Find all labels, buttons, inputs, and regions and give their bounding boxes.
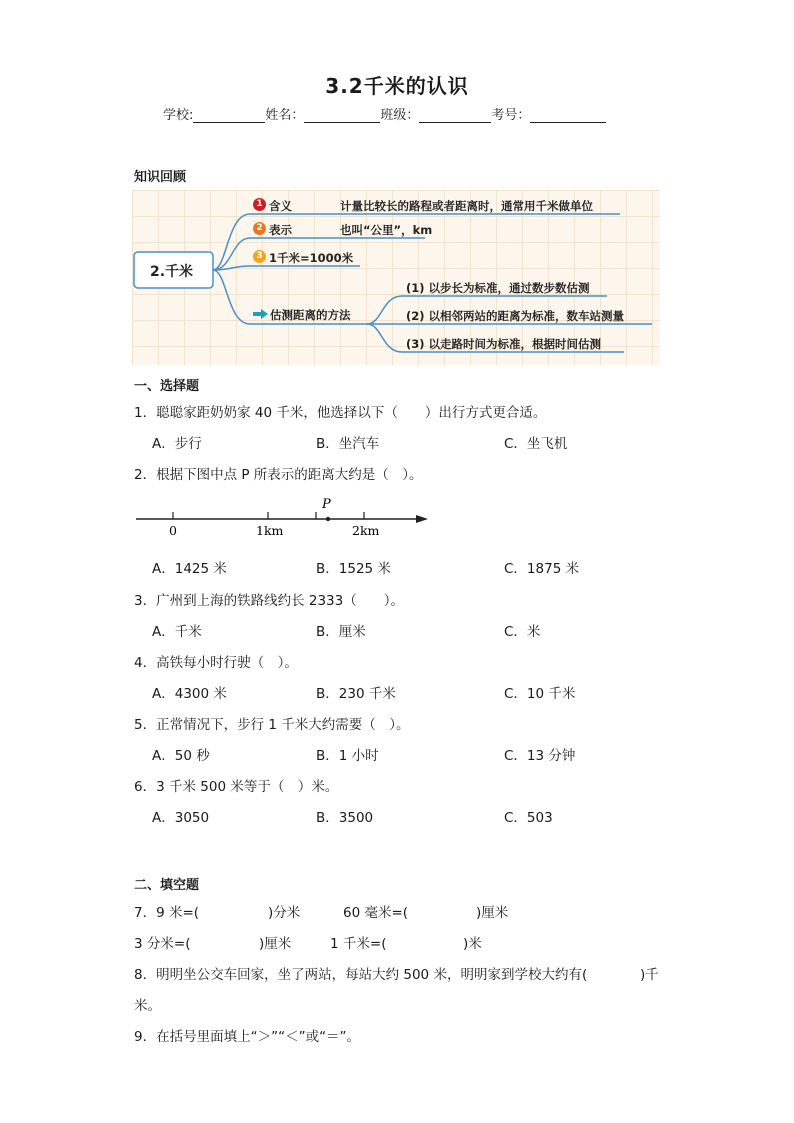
root-label: 2.千米 [150, 264, 194, 280]
mind-map [132, 190, 660, 365]
q4-option-c[interactable]: C．10 千米 [504, 686, 576, 702]
q4-option-a[interactable]: A．4300 米 [152, 686, 227, 702]
q8-line-1b: )千 [640, 967, 659, 983]
branch-1-label: 含义 [269, 199, 292, 213]
review-heading: 知识回顾 [134, 170, 187, 185]
q7-part-2d: )米 [463, 936, 482, 952]
name-label: 姓名： [265, 108, 305, 123]
q2-option-b[interactable]: B．1525 米 [316, 561, 391, 577]
question-2: 2．根据下图中点 P 所表示的距离大约是（ ）。 [134, 467, 423, 483]
branch-3-label: 1千米=1000米 [269, 251, 354, 265]
q7-part-2b: )厘米 [259, 936, 292, 952]
question-9: 9．在括号里面填上“＞”“＜”或“＝”。 [134, 1029, 361, 1045]
q5-option-c[interactable]: C．13 分钟 [504, 748, 576, 764]
q8-line-1a: 8．明明坐公交车回家，坐了两站，每站大约 500 米，明明家到学校大约有( [134, 967, 588, 983]
method-3: (3) 以走路时间为标准，根据时间估测 [406, 337, 602, 351]
section-fill-heading: 二、填空题 [134, 878, 200, 893]
branch-line-4 [213, 270, 250, 324]
section-choice-heading: 一、选择题 [134, 379, 200, 394]
exam-no-blank[interactable] [530, 108, 606, 123]
q7-part-1c: 60 毫米=( [343, 905, 409, 921]
point-p-label: P [322, 497, 331, 512]
branch-2-text: 也叫“公里”，km [340, 223, 433, 237]
q6-option-c[interactable]: C．503 [504, 810, 553, 826]
class-blank[interactable] [419, 108, 491, 123]
branch-1-text: 计量比较长的路程或者距离时，通常用千米做单位 [340, 199, 593, 213]
sub-line-1 [367, 296, 402, 324]
question-3: 3．广州到上海的铁路线约长 2333（ ）。 [134, 593, 404, 609]
q5-option-b[interactable]: B．1 小时 [316, 748, 379, 764]
point-p [326, 517, 330, 521]
q7-part-2a: 3 分米=( [134, 936, 191, 952]
q7-part-1a: 7．9 米=( [134, 905, 200, 921]
q4-option-b[interactable]: B．230 千米 [316, 686, 396, 702]
q8-line-2: 米。 [134, 998, 161, 1014]
tick-label-1km: 1km [256, 523, 284, 538]
q3-option-a[interactable]: A．千米 [152, 624, 202, 640]
question-4: 4．高铁每小时行驶（ ）。 [134, 655, 298, 671]
q3-option-c[interactable]: C．米 [504, 624, 541, 640]
q1-option-b[interactable]: B．坐汽车 [316, 436, 380, 452]
q5-option-a[interactable]: A．50 秒 [152, 748, 210, 764]
number-1-icon: 1 [253, 198, 266, 211]
student-info-line [163, 104, 606, 123]
q7-part-1d: )厘米 [476, 905, 509, 921]
question-6: 6．3 千米 500 米等于（ ）米。 [134, 779, 339, 795]
number-line [134, 492, 434, 542]
q2-option-a[interactable]: A．1425 米 [152, 561, 227, 577]
page-title: 3.2千米的认识 [325, 74, 469, 98]
branch-4-label: 估测距离的方法 [270, 308, 351, 322]
number-line-arrow [416, 515, 428, 523]
question-5: 5．正常情况下，步行 1 千米大约需要（ ）。 [134, 717, 410, 733]
arrow-icon [253, 309, 268, 319]
number-2-icon: 2 [253, 222, 266, 235]
number-3-icon: 3 [253, 250, 266, 263]
q1-option-c[interactable]: C．坐飞机 [504, 436, 568, 452]
q7-part-2c: 1 千米=( [330, 936, 387, 952]
tick-label-2km: 2km [352, 523, 380, 538]
sub-line-3 [367, 324, 402, 352]
tick-label-0: 0 [169, 523, 177, 538]
school-blank[interactable] [193, 108, 265, 123]
q1-option-a[interactable]: A．步行 [152, 436, 202, 452]
method-1: (1) 以步长为标准，通过数步数估测 [406, 281, 590, 295]
school-label: 学校: [163, 108, 194, 123]
name-blank[interactable] [304, 108, 380, 123]
q7-part-1b: )分米 [268, 905, 301, 921]
class-label: 班级： [380, 108, 420, 123]
branch-2-label: 表示 [269, 223, 292, 237]
q3-option-b[interactable]: B．厘米 [316, 624, 366, 640]
method-2: (2) 以相邻两站的距离为标准，数车站测量 [406, 309, 625, 323]
q6-option-b[interactable]: B．3500 [316, 810, 374, 826]
question-1: 1．聪聪家距奶奶家 40 千米，他选择以下（ ）出行方式更合适。 [134, 405, 547, 421]
branch-line-1 [213, 214, 250, 270]
exam-no-label: 考号： [491, 108, 531, 123]
q6-option-a[interactable]: A．3050 [152, 810, 210, 826]
q2-option-c[interactable]: C．1875 米 [504, 561, 580, 577]
